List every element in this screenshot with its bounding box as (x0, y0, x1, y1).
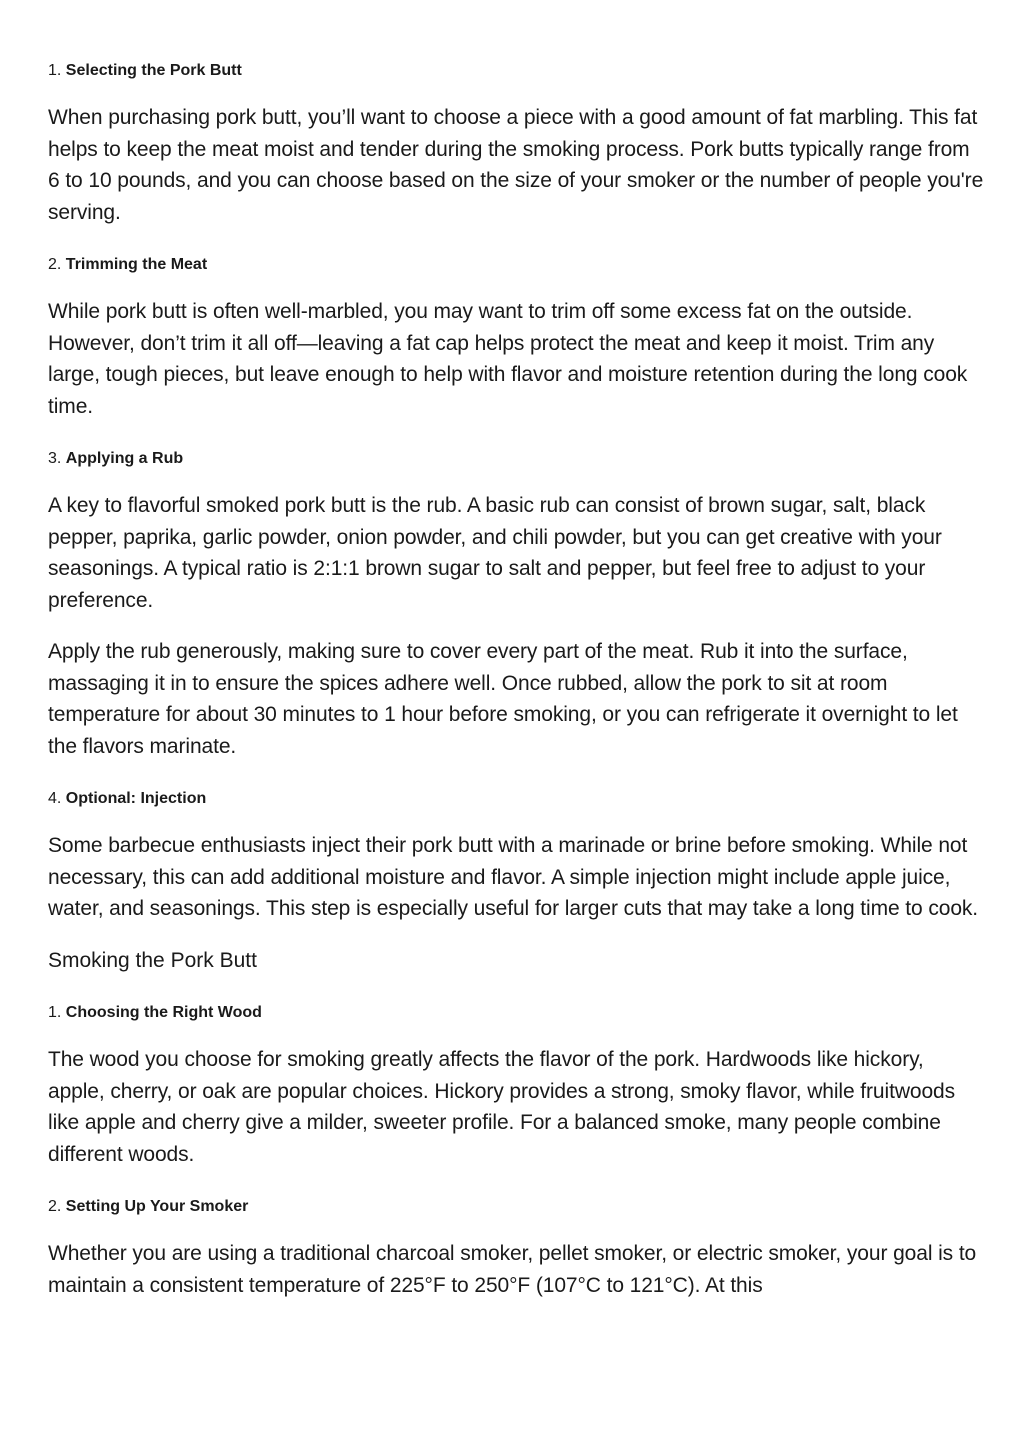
paragraph: Whether you are using a traditional charcoal smoker, pellet smoker, or electric smoker, your goal is to maintain a consistent temperature of 225°F to 250°F (107°C to 121°C). At this (48, 1242, 977, 1297)
section-number: 1. (48, 62, 62, 79)
section-title: Selecting the Pork Butt (65, 62, 242, 79)
subheading: Smoking the Pork Butt (48, 948, 257, 972)
section-number: 3. (48, 450, 62, 467)
paragraph: When purchasing pork butt, you’ll want to choose a piece with a good amount of fat marbling. This fat helps to keep the meat moist and tender during the smoking process. Pork butts typically range from 6 to 10 pounds, and you can choose based on the size of your smoker or the number of people you're serving. (48, 106, 984, 224)
section-title: Trimming the Meat (65, 256, 208, 273)
paragraph: While pork butt is often well-marbled, you may want to trim off some excess fat on the outside. However, don’t trim it all off—leaving a fat cap helps protect the meat and keep it moist. Trim any large, tough pieces, but leave enough to help with flavor and moisture retention during the long cook time. (48, 300, 968, 418)
section-number: 2. (48, 256, 62, 273)
paragraph: The wood you choose for smoking greatly affects the flavor of the pork. Hardwoods like hickory, apple, cherry, or oak are popular choices. Hickory provides a strong, smoky flavor, while fruitwoods like apple and cherry give a milder, sweeter profile. For a balanced smoke, many people combine different woods. (48, 1048, 956, 1166)
section-heading (48, 996, 984, 1024)
paragraph: Apply the rub generously, making sure to cover every part of the meat. Rub it into the surface, massaging it in to ensure the spices adhere well. Once rubbed, allow the pork to sit at room temperature for about 30 minutes to 1 hour before smoking, or you can refrigerate it overnight to let the flavors marinate. (48, 640, 958, 758)
section-number: 2. (48, 1198, 62, 1215)
section-title: Setting Up Your Smoker (65, 1198, 249, 1215)
section-title: Optional: Injection (65, 790, 207, 807)
paragraph: Some barbecue enthusiasts inject their pork butt with a marinade or brine before smoking. While not necessary, this can add additional moisture and flavor. A simple injection might include apple juice, water, and seasonings. This step is especially useful for larger cuts that may take a long time to cook. (48, 834, 979, 920)
section-title: Applying a Rub (65, 450, 184, 467)
section-heading (48, 54, 984, 82)
section-number: 4. (48, 790, 62, 807)
paragraph: A key to flavorful smoked pork butt is the rub. A basic rub can consist of brown sugar, salt, black pepper, paprika, garlic powder, onion powder, and chili powder, but you can get creative with your seasonings. A typical ratio is 2:1:1 brown sugar to salt and pepper, but feel free to adjust to your preference. (48, 494, 942, 612)
section-title: Choosing the Right Wood (65, 1004, 262, 1021)
document-page (48, 54, 984, 1321)
section-heading (48, 442, 984, 470)
section-heading (48, 782, 984, 810)
section-heading (48, 1190, 984, 1218)
section-number: 1. (48, 1004, 62, 1021)
section-heading (48, 248, 984, 276)
